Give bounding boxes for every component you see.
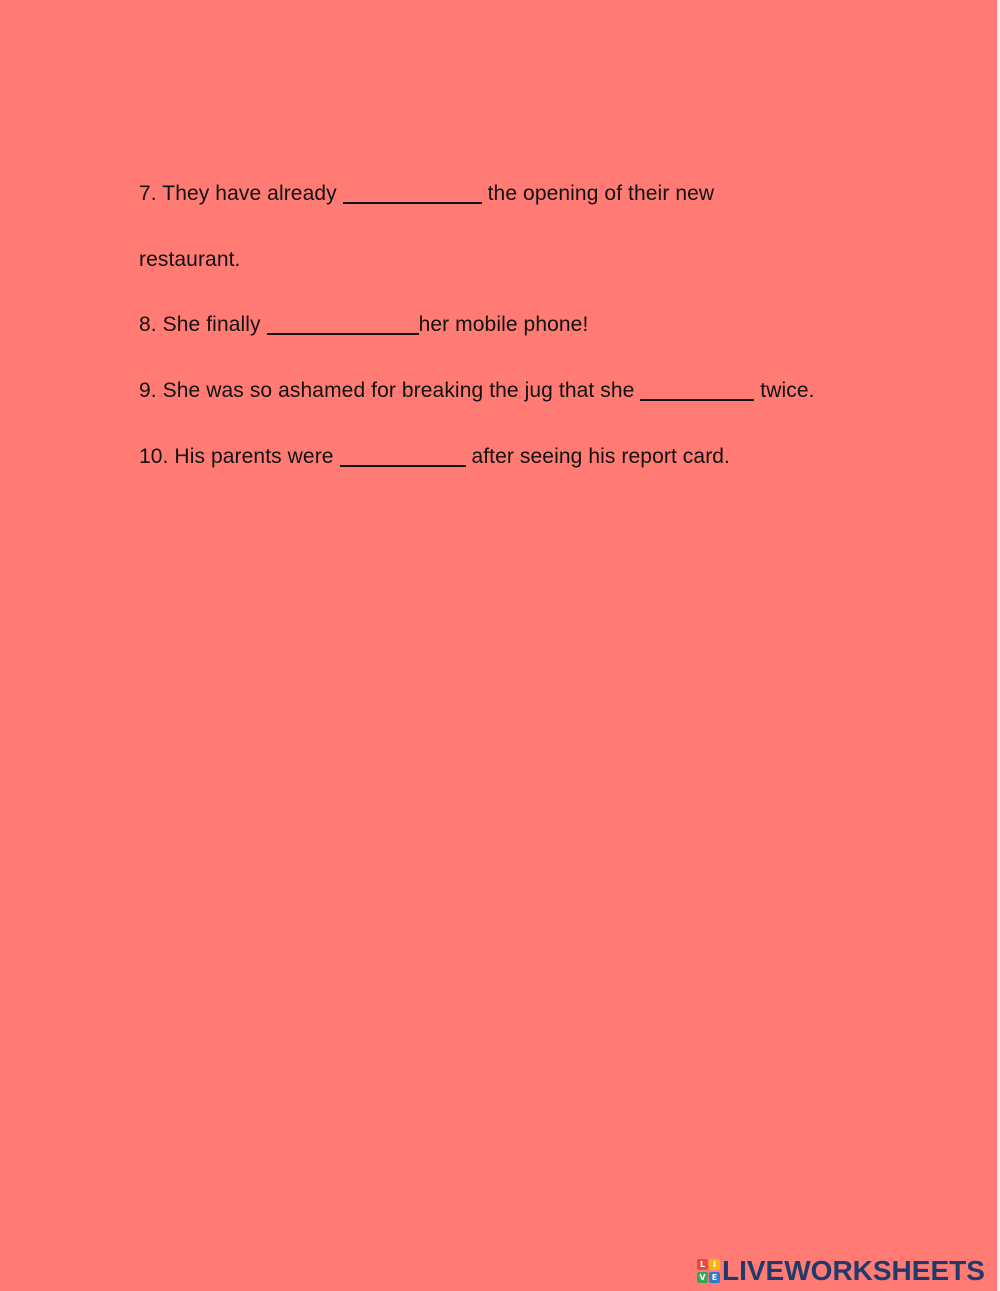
logo-mark-letter: I [709, 1259, 720, 1270]
logo-mark-letter: V [697, 1272, 708, 1283]
question-7-continuation: restaurant. [139, 248, 241, 271]
liveworksheets-logo [697, 1256, 985, 1286]
question-7-text-before: 7. They have already [139, 182, 343, 205]
question-9-text-after: twice. [754, 379, 815, 402]
question-7 [139, 181, 714, 207]
question-10-text-after: after seeing his report card. [465, 445, 730, 468]
question-10-blank[interactable] [340, 445, 466, 463]
question-7-blank[interactable] [343, 182, 482, 200]
question-8-text-after: her mobile phone! [418, 313, 589, 336]
logo-mark-letter: L [697, 1259, 708, 1270]
liveworksheets-mark-icon [697, 1259, 720, 1284]
logo-mark-letter: E [709, 1272, 720, 1283]
question-8-blank[interactable] [267, 313, 419, 331]
question-9-blank[interactable] [640, 379, 754, 397]
question-7-text-after: the opening of their new [481, 182, 715, 205]
question-9-text-before: 9. She was so ashamed for breaking the jug that she [139, 379, 641, 402]
question-9 [139, 378, 815, 404]
question-10 [139, 444, 730, 470]
question-10-text-before: 10. His parents were [139, 445, 340, 468]
question-8 [139, 312, 588, 338]
logo-text: LIVEWORKSHEETS [722, 1255, 985, 1286]
question-8-text-before: 8. She finally [139, 313, 267, 336]
